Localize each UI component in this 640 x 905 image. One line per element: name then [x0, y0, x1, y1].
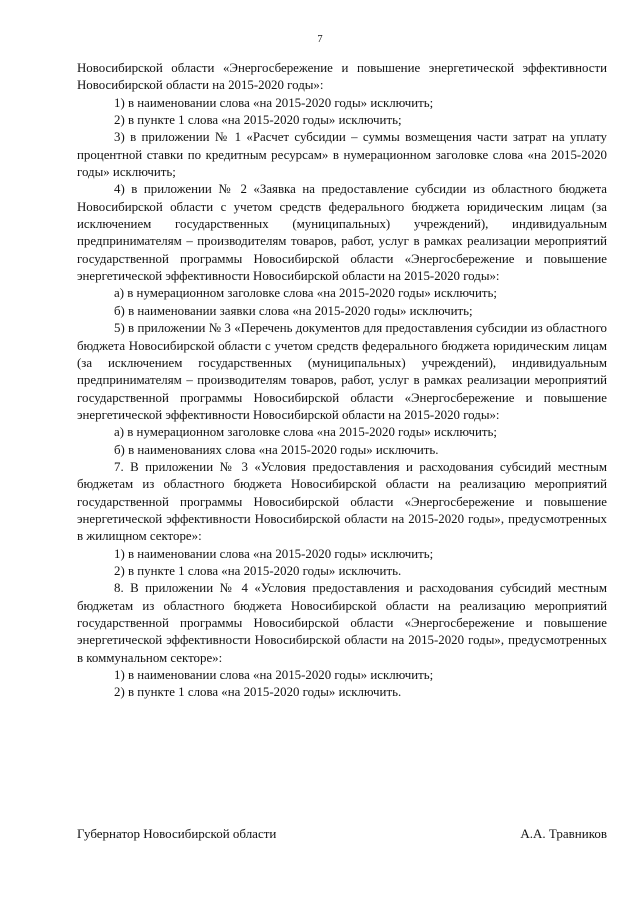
paragraph: 1) в наименовании слова «на 2015-2020 годы» исключить;	[114, 95, 434, 110]
page-number: 7	[317, 34, 323, 45]
paragraph: 5) в приложении № 3 «Перечень документов для предоставления субсидии из областного бюджета Новосибирской области с учетом средств федерального бюджета юридическим лицам (за исключением государственных (муниципальных) учреждений), индивидуальным предпринимателям – производителям товаров, работ, услуг в рамках реализации мероприятий государственной программы Новосибирской области «Энергосбережение и повышение энергетической эффективности Новосибирской области на 2015-2020 годы»:	[77, 321, 607, 422]
paragraph: а) в нумерационном заголовке слова «на 2015-2020 годы» исключить;	[114, 425, 497, 440]
paragraph: 2) в пункте 1 слова «на 2015-2020 годы» исключить.	[114, 685, 402, 700]
signatory-title: Губернатор Новосибирской области	[77, 826, 277, 841]
paragraph: б) в наименовании заявки слова «на 2015-2020 годы» исключить;	[114, 303, 473, 318]
paragraph: 2) в пункте 1 слова «на 2015-2020 годы» исключить.	[114, 563, 402, 578]
paragraph: 1) в наименовании слова «на 2015-2020 годы» исключить;	[114, 668, 434, 683]
document-body	[77, 60, 607, 702]
paragraph: 8. В приложении № 4 «Условия предоставления и расходования субсидий местным бюджетам из областного бюджета Новосибирской области на реализацию мероприятий государственной программы Новосибирской области «Энергосбережение и повышение энергетической эффективности Новосибирской области на 2015-2020 годы», предусмотренных в коммунальном секторе»:	[77, 581, 607, 665]
paragraph: б) в наименованиях слова «на 2015-2020 годы» исключить.	[114, 442, 439, 457]
signatory-name: А.А. Травников	[520, 826, 607, 841]
paragraph: Новосибирской области «Энергосбережение и повышение энергетической эффективности Новосибирской области на 2015-2020 годы»:	[77, 61, 607, 93]
paragraph: а) в нумерационном заголовке слова «на 2015-2020 годы» исключить;	[114, 286, 497, 301]
paragraph: 7. В приложении № 3 «Условия предоставления и расходования субсидий местным бюджетам из областного бюджета Новосибирской области на реализацию мероприятий государственной программы Новосибирской области «Энергосбережение и повышение энергетической эффективности Новосибирской области на 2015-2020 годы», предусмотренных в жилищном секторе»:	[77, 459, 607, 544]
paragraph: 4) в приложении № 2 «Заявка на предоставление субсидии из областного бюджета Новосибирской области с учетом средств федерального бюджета юридическим лицам (за исключением государственных (муниципальных) учреждений), индивидуальным предпринимателям – производителям товаров, работ, услуг в рамках реализации мероприятий государственной программы Новосибирской области «Энергосбережение и повышение энергетической эффективности Новосибирской области на 2015-2020 годы»:	[77, 182, 607, 284]
paragraph: 2) в пункте 1 слова «на 2015-2020 годы» исключить;	[114, 113, 402, 128]
paragraph: 3) в приложении № 1 «Расчет субсидии – суммы возмещения части затрат на уплату процентной ставки по кредитным ресурсам» в нумерационном заголовке слова «на 2015-2020 годы» исключить;	[77, 130, 607, 180]
paragraph: 1) в наименовании слова «на 2015-2020 годы» исключить;	[114, 546, 434, 561]
